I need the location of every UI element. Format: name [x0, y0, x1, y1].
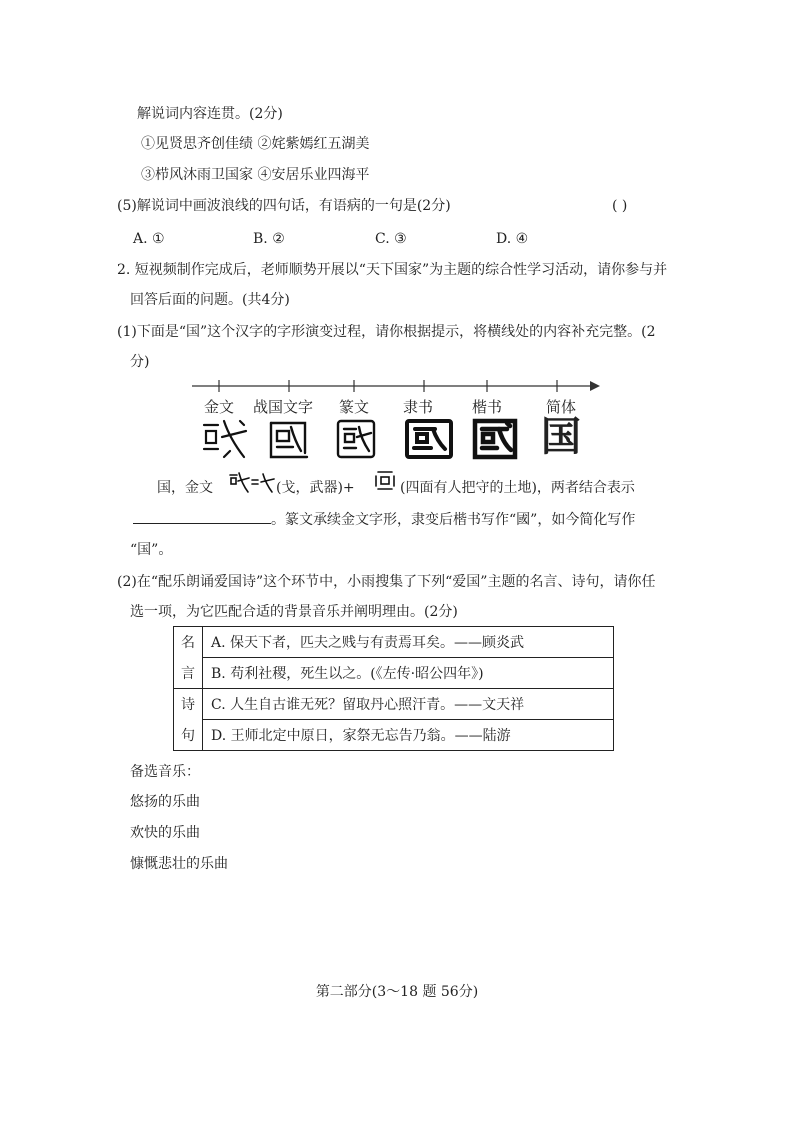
evolution-timeline: [192, 376, 602, 396]
ge-weapon-glyph: [228, 470, 276, 496]
seal-script-guo-glyph: [331, 417, 381, 461]
q2-stem-line1: 2. 短视频制作完成后，老师顺势开展以“天下国家”为主题的综合性学习活动，请你参与并: [117, 262, 668, 278]
quote-a: A. 保天下者，匹夫之贱与有责焉耳矣。——顾炎武: [203, 627, 614, 658]
table-row: [174, 658, 614, 689]
music-option-1: 悠扬的乐曲: [130, 794, 200, 810]
warring-states-guo-glyph: [263, 417, 313, 461]
explain-mid: (戈，武器)+: [276, 480, 355, 496]
q2-stem-line2: 回答后面的问题。(共4分): [130, 292, 290, 308]
q1-options-3-4: ③栉风沐雨卫国家 ④安居乐业四海平: [141, 167, 370, 183]
answer-parentheses: ( ): [612, 198, 628, 214]
clerical-script-guo-glyph: [401, 417, 457, 461]
label-jianti: 简体: [546, 398, 577, 416]
music-option-3: 慷慨悲壮的乐曲: [130, 856, 228, 872]
label-zhanguo: 战国文字: [253, 398, 314, 416]
category-ju: 句: [174, 720, 203, 751]
category-ming: 名: [174, 627, 203, 658]
q1-options-1-2: ①见贤思齐创佳绩 ②姹紫嫣红五湖美: [141, 136, 370, 152]
label-jinwen: 金文: [204, 398, 235, 416]
quotes-table: [173, 626, 614, 751]
table-row: [174, 720, 614, 751]
answer-blank[interactable]: [133, 509, 271, 524]
category-shi: 诗: [174, 689, 203, 720]
choice-d: D. ④: [496, 231, 529, 247]
section-footer: 第二部分(3～18 题 56分): [315, 984, 479, 1000]
explain-suffix: (四面有人把守的土地)，两者结合表示: [400, 480, 635, 496]
table-row: [174, 627, 614, 658]
explain-prefix: 国，金文: [157, 480, 213, 496]
quote-b: B. 苟利社稷，死生以之。(《左传·昭公四年》): [203, 658, 614, 689]
quote-c: C. 人生自古谁无死？留取丹心照汗青。——文天祥: [203, 689, 614, 720]
label-lishu: 隶书: [403, 398, 434, 416]
choice-c: C. ③: [375, 231, 407, 247]
choice-b: B. ②: [253, 231, 285, 247]
bronze-script-guo-glyph: [200, 417, 250, 461]
label-kaishu: 楷书: [472, 398, 503, 416]
choice-a: A. ①: [133, 231, 165, 247]
q2-sub2-line1: (2)在“配乐朗诵爱国诗”这个环节中，小雨搜集了下列“爱国”主题的名言、诗句，请你任: [117, 574, 656, 590]
q2-sub1-line2: 分): [130, 354, 150, 370]
category-yan: 言: [174, 658, 203, 689]
regular-script-guo-glyph: [469, 417, 521, 461]
music-title: 备选音乐：: [130, 764, 200, 780]
explain-line2: 。篆文承续金文字形，隶变后楷书写作“國”，如今简化写作: [271, 512, 636, 528]
q2-sub2-line2: 选一项，为它匹配合适的背景音乐并阐明理由。(2分): [130, 604, 458, 620]
explain-line3: “国”。: [130, 542, 173, 558]
table-row: [174, 689, 614, 720]
land-glyph: [373, 468, 397, 494]
label-zhuanwen: 篆文: [339, 398, 370, 416]
quote-d: D. 王师北定中原日，家祭无忘告乃翁。——陆游: [203, 720, 614, 751]
q1-continuation-line: 解说词内容连贯。(2分): [137, 106, 283, 122]
music-option-2: 欢快的乐曲: [130, 825, 200, 841]
q2-sub1-line1: (1)下面是“国”这个汉字的字形演变过程，请你根据提示，将横线处的内容补充完整。(2: [117, 324, 656, 340]
q1-5-stem: (5)解说词中画波浪线的四句话，有语病的一句是(2分): [117, 198, 451, 214]
simplified-guo-character: 国: [541, 413, 581, 460]
